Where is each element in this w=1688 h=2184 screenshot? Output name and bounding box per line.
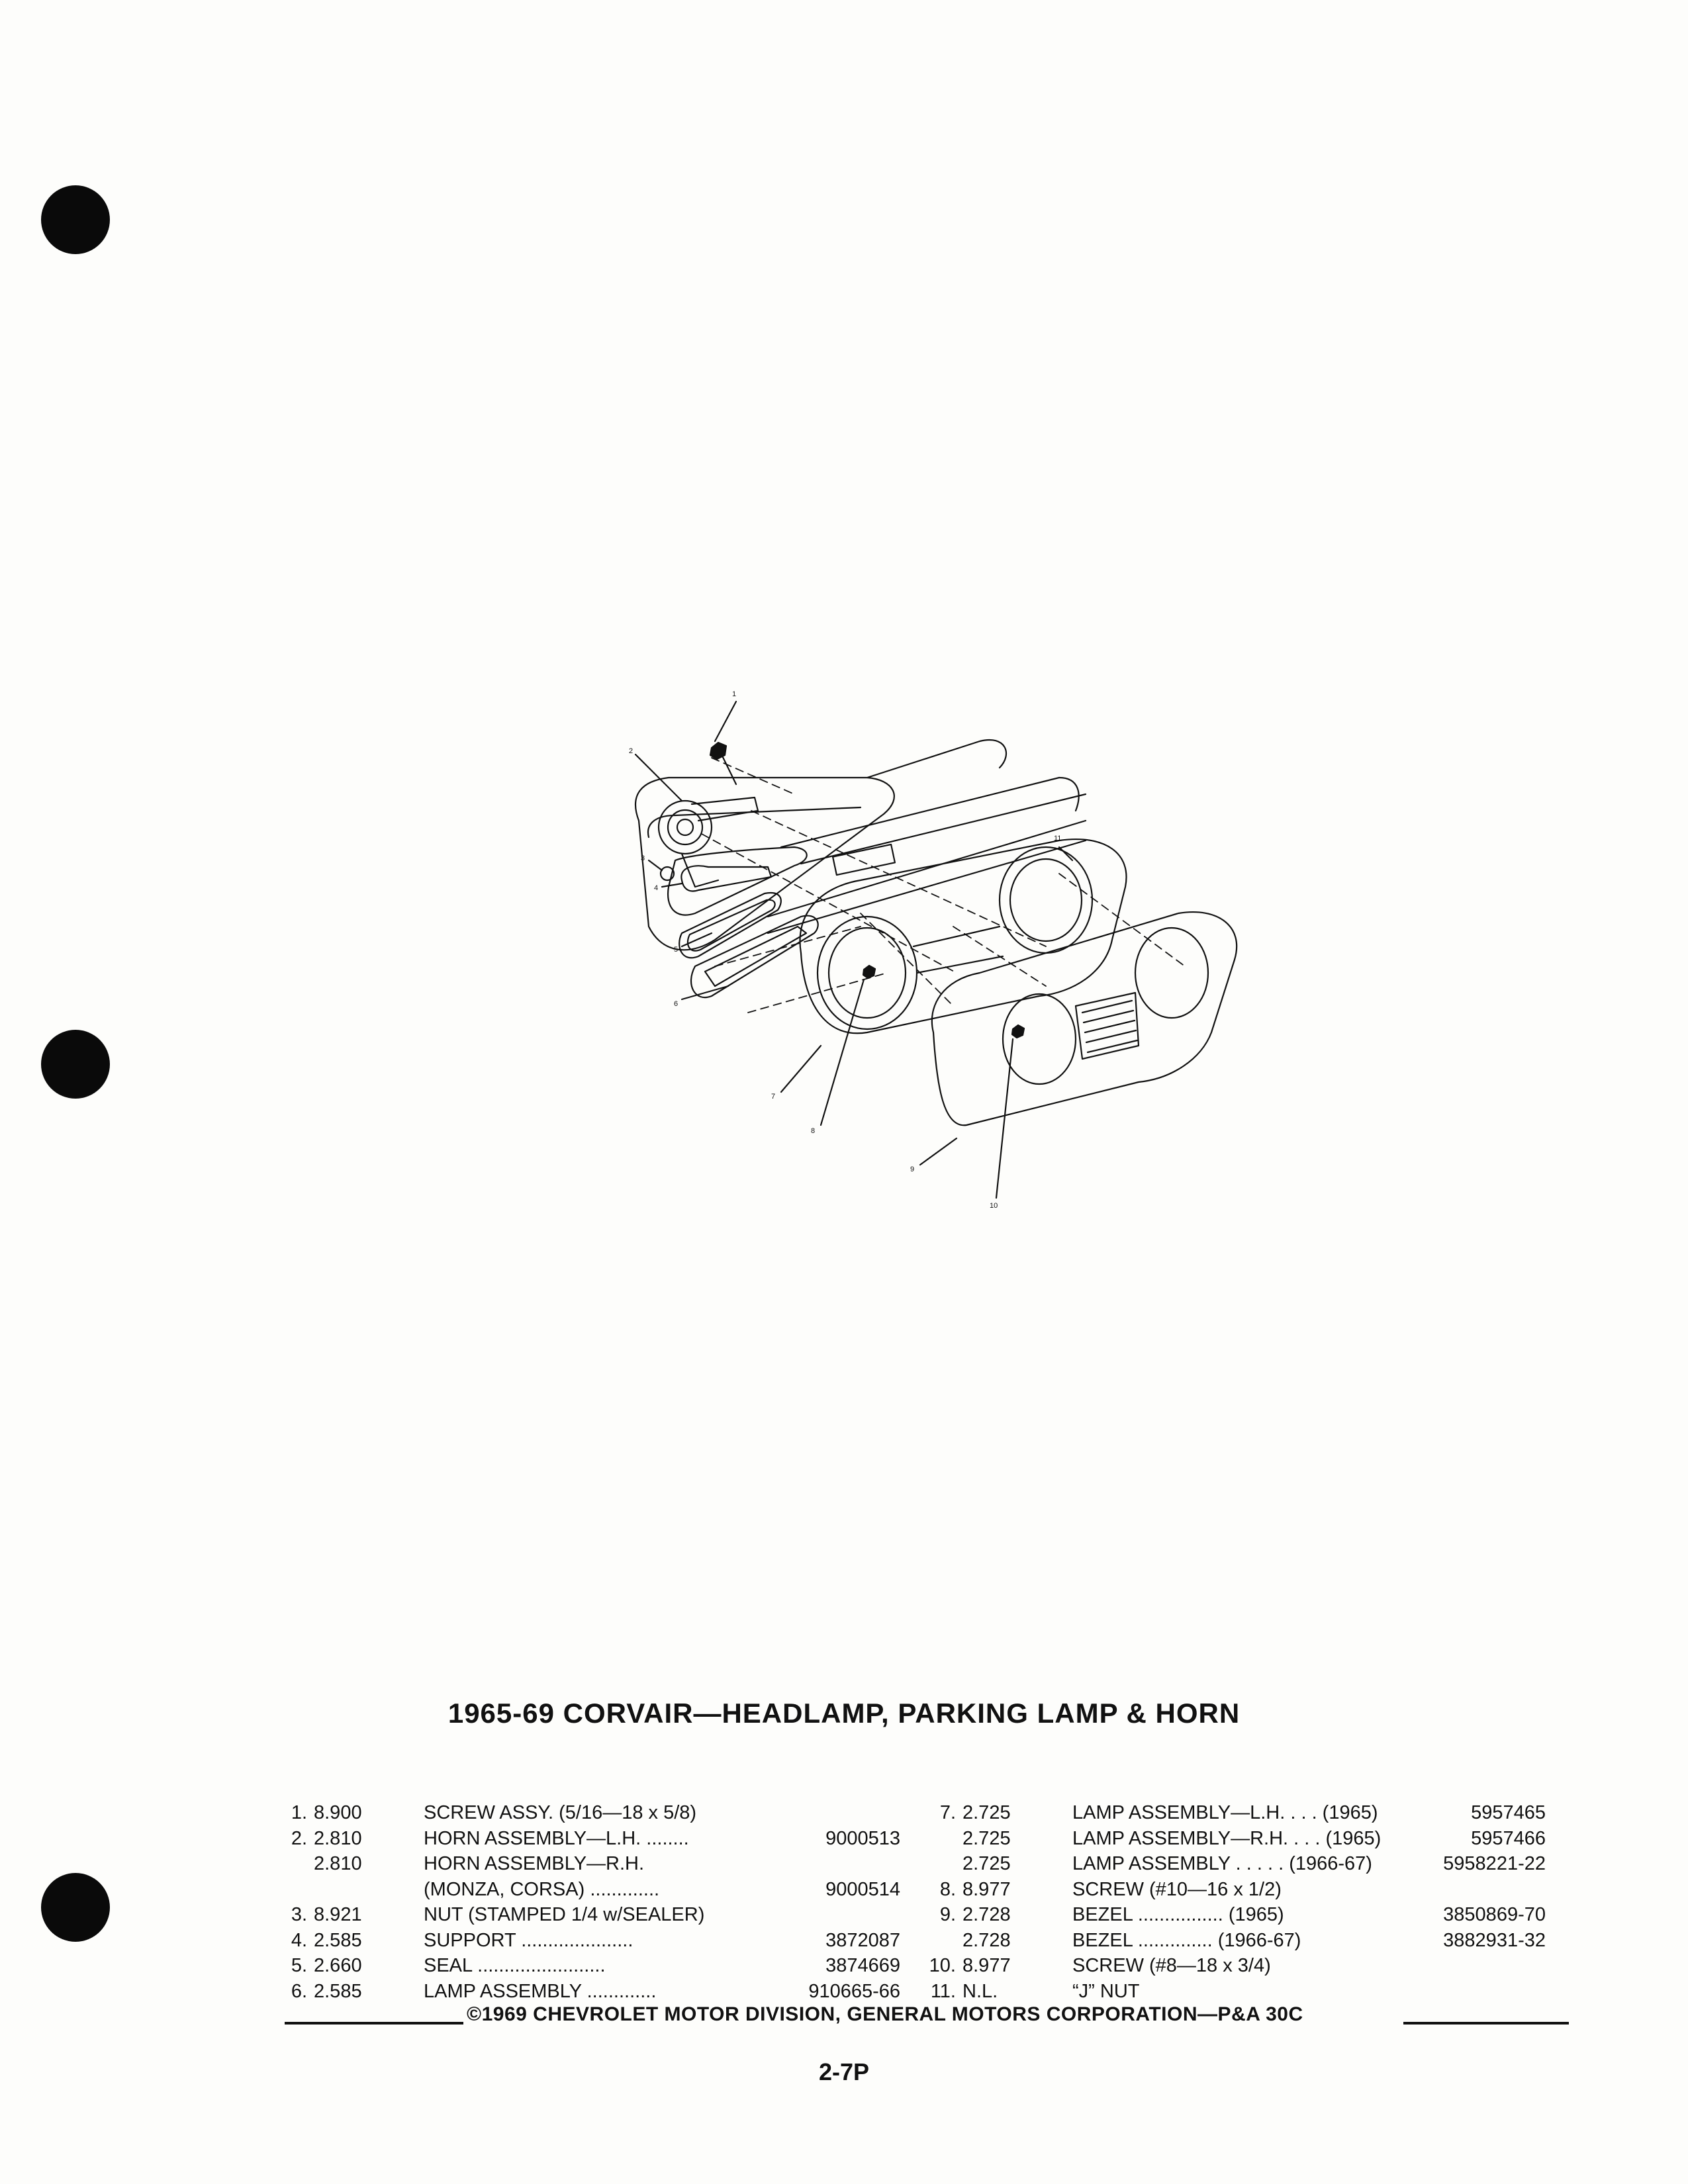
screw-8	[863, 966, 875, 978]
item-number: 6.	[291, 1980, 307, 2002]
part-description: HORN ASSEMBLY—R.H.	[424, 1853, 645, 1874]
group-number: 2.725	[962, 1827, 1011, 1849]
parts-row	[927, 1902, 1562, 1928]
part-number: 910665-66	[808, 1980, 900, 2002]
group-number: 2.660	[314, 1955, 362, 1976]
parts-list-left	[278, 1800, 914, 2004]
item-number: 8.	[939, 1878, 956, 1900]
parts-row	[927, 1851, 1562, 1877]
parts-row	[278, 1851, 914, 1877]
part-number: 9000514	[825, 1878, 900, 1900]
parts-row	[927, 1953, 1562, 1979]
part-number: 3850869-70	[1443, 1904, 1546, 1925]
part-description: SCREW (#10—16 x 1/2)	[1072, 1878, 1282, 1900]
group-number: 8.921	[314, 1904, 362, 1925]
parts-row	[278, 1902, 914, 1928]
part-number: 3872087	[825, 1929, 900, 1951]
parts-row	[278, 1979, 914, 2005]
group-number: 2.810	[314, 1827, 362, 1849]
part-number: 3882931-32	[1443, 1929, 1546, 1951]
footer-rule	[1403, 2022, 1569, 2025]
item-number: 3.	[291, 1904, 307, 1925]
parts-row	[278, 1826, 914, 1852]
item-number: 2.	[291, 1827, 307, 1849]
item-number: 9.	[939, 1904, 956, 1925]
parts-row	[278, 1953, 914, 1979]
part-description: BEZEL .............. (1966-67)	[1072, 1929, 1301, 1951]
part-description: SCREW ASSY. (5/16—18 x 5/8)	[424, 1802, 697, 1823]
group-number: 2.585	[314, 1929, 362, 1951]
screw-1	[710, 743, 726, 759]
item-number: 1.	[291, 1802, 307, 1823]
page-title: 1965-69 CORVAIR—HEADLAMP, PARKING LAMP & HORN	[447, 1698, 1241, 1729]
headlamp-housing-7	[800, 839, 1126, 1033]
copyright-footer	[285, 2003, 1569, 2032]
item-number: 7.	[939, 1802, 956, 1823]
group-number: 2.725	[962, 1853, 1011, 1874]
callout-label: 6	[674, 1000, 679, 1008]
group-number: 2.728	[962, 1929, 1011, 1951]
item-number: 4.	[291, 1929, 307, 1951]
part-number: 3874669	[825, 1955, 900, 1976]
part-description: BEZEL ................ (1965)	[1072, 1904, 1284, 1925]
part-description: HORN ASSEMBLY—L.H. ........	[424, 1827, 689, 1849]
part-number: 5957466	[1471, 1827, 1546, 1849]
part-description: LAMP ASSEMBLY . . . . . (1966-67)	[1072, 1853, 1372, 1874]
callout-label: 5	[674, 946, 679, 954]
group-number: 8.900	[314, 1802, 362, 1823]
binder-hole-bottom	[41, 1873, 110, 1942]
group-number: 8.977	[962, 1878, 1011, 1900]
part-description: LAMP ASSEMBLY—L.H. . . . (1965)	[1072, 1802, 1378, 1823]
callout-label: 9	[910, 1165, 915, 1173]
parts-row	[927, 1979, 1562, 2005]
part-description: SUPPORT .....................	[424, 1929, 633, 1951]
part-description: LAMP ASSEMBLY—R.H. . . . (1965)	[1072, 1827, 1382, 1849]
group-number: N.L.	[962, 1980, 998, 2002]
parts-row	[278, 1877, 914, 1903]
part-description: “J” NUT	[1072, 1980, 1140, 2002]
part-description: SEAL ........................	[424, 1955, 606, 1976]
part-number: 5957465	[1471, 1802, 1546, 1823]
group-number: 2.725	[962, 1802, 1011, 1823]
part-description: SCREW (#8—18 x 3/4)	[1072, 1955, 1271, 1976]
copyright-text: ©1969 CHEVROLET MOTOR DIVISION, GENERAL MOTORS CORPORATION—P&A 30C	[467, 2003, 1303, 2025]
item-number: 10.	[929, 1955, 956, 1976]
group-number: 2.810	[314, 1853, 362, 1874]
exploded-view-diagram	[583, 662, 1278, 1284]
parts-row	[278, 1800, 914, 1826]
footer-rule	[285, 2022, 463, 2025]
part-description: (MONZA, CORSA) .............	[424, 1878, 660, 1900]
part-description: LAMP ASSEMBLY .............	[424, 1980, 657, 2002]
part-description: NUT (STAMPED 1/4 w/SEALER)	[424, 1904, 705, 1925]
binder-hole-top	[41, 185, 110, 254]
callout-label: 3	[641, 854, 645, 862]
callout-label: 2	[629, 747, 633, 755]
horn-bell	[659, 801, 712, 854]
callout-label: 4	[654, 884, 659, 892]
page-number: 2-7P	[818, 2058, 870, 2085]
group-number: 8.977	[962, 1955, 1011, 1976]
callout-label: 7	[771, 1093, 776, 1101]
group-number: 2.585	[314, 1980, 362, 2002]
part-number: 5958221-22	[1443, 1853, 1546, 1874]
callout-label: 10	[990, 1202, 998, 1210]
parts-row	[927, 1877, 1562, 1903]
callout-label: 1	[732, 690, 737, 698]
group-number: 2.728	[962, 1904, 1011, 1925]
callout-label: 8	[811, 1127, 816, 1135]
parts-row	[927, 1928, 1562, 1954]
parts-row	[278, 1928, 914, 1954]
bezel-9	[932, 912, 1237, 1125]
callout-label: 11	[1054, 835, 1062, 842]
screw-10	[1012, 1025, 1024, 1038]
parts-list-right	[927, 1800, 1562, 2004]
part-number: 9000513	[825, 1827, 900, 1849]
parts-row	[927, 1800, 1562, 1826]
item-number: 11.	[930, 1980, 956, 2002]
item-number: 5.	[291, 1955, 307, 1976]
parts-row	[927, 1826, 1562, 1852]
binder-hole-middle	[41, 1030, 110, 1099]
